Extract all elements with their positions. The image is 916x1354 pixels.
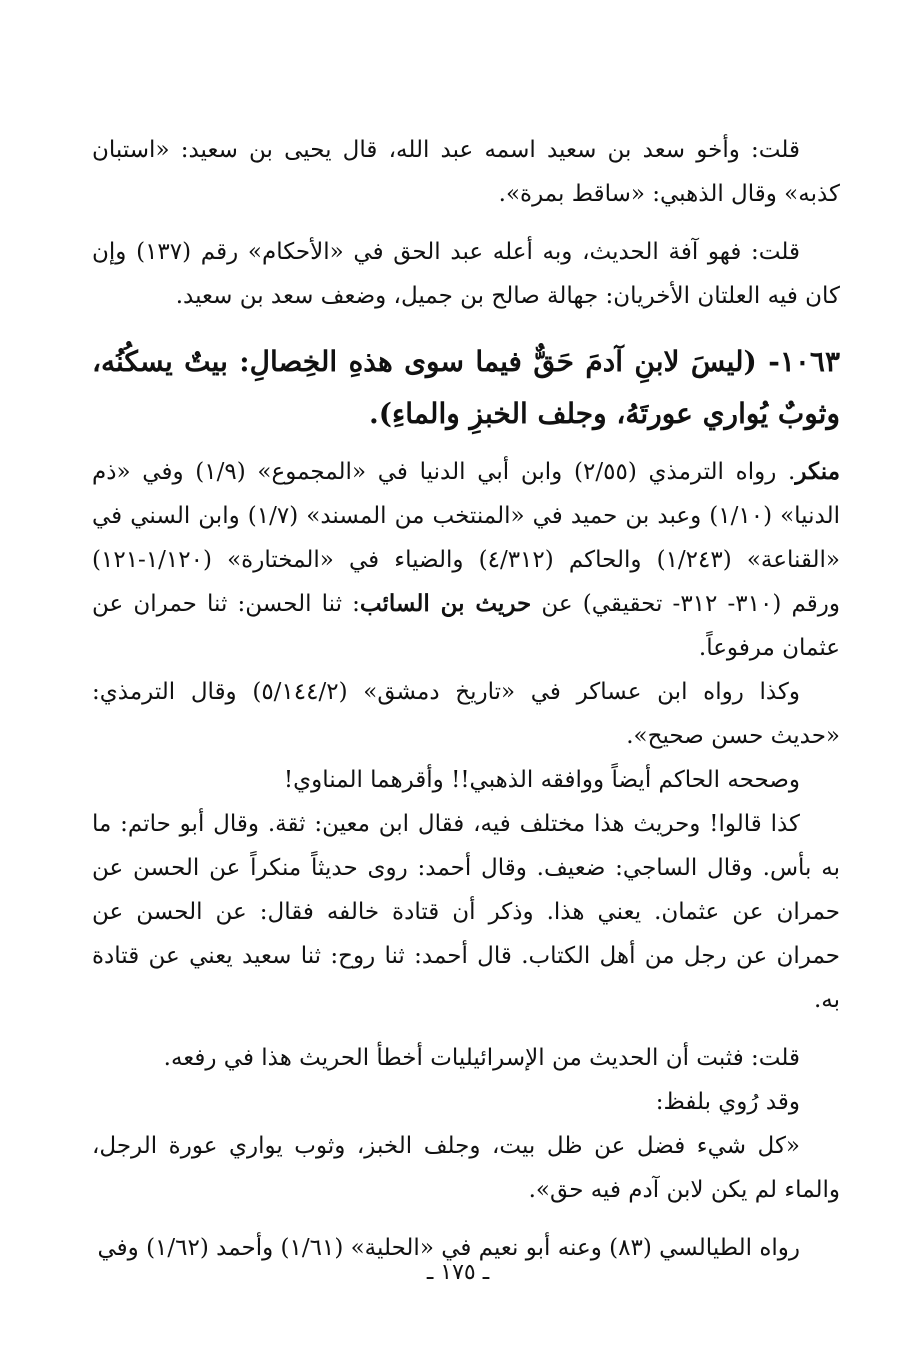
paragraph-5: وصححه الحاكم أيضاً ووافقه الذهبي!! وأقرهما المناوي!	[283, 767, 800, 793]
grading-label: منكر	[795, 458, 841, 485]
paragraph-3-body: . رواه الترمذي (٢/٥٥) وابن أبي الدنيا في «المجموع» (١/٩) وفي «ذم الدنيا» (١/١٠) وعبد بن حميد في «المنتخب من المسند» (١/٧) وابن السني في «القناعة» (١/٢٤٣) والحاكم (٤/٣١٢) والضياء في «المختارة» (١/١٢٠-١٢١) ورقم (٣١٠- ٣١٢- تحقيقي) عن	[92, 459, 841, 617]
paragraph-8: وقد رُوي بلفظ:	[655, 1089, 800, 1115]
paragraph-3	[92, 450, 840, 670]
hadith-heading: ١٠٦٣- (ليسَ لابنِ آدمَ حَقٌّ فيما سوى هذهِ الخِصالِ: بيتٌ يسكُنُه، وثوبٌ يُواري عورتَهُ، وجلف الخبزِ والماءِ).	[92, 345, 840, 430]
paragraph-10: رواه الطيالسي (٨٣) وعنه أبو نعيم في «الحلية» (١/٦١) وأحمد (١/٦٢) وفي	[97, 1235, 800, 1261]
narrator-name: حريث بن السائب	[359, 590, 532, 617]
paragraph-7: قلت: فثبت أن الحديث من الإسرائيليات أخطأ الحريث هذا في رفعه.	[163, 1045, 800, 1071]
paragraph-9-quote: «كل شيء فضل عن ظل بيت، وجلف الخبز، وثوب يواري عورة الرجل، والماء لم يكن لابن آدم فيه حق».	[92, 1133, 840, 1203]
paragraph-3-tail: : ثنا الحسن: ثنا حمران عن عثمان مرفوعاً.	[92, 591, 840, 661]
paragraph-4: وكذا رواه ابن عساكر في «تاريخ دمشق» (٥/١٤٤/٢) وقال الترمذي: «حديث حسن صحيح».	[92, 679, 840, 749]
paragraph-1: قلت: وأخو سعد بن سعيد اسمه عبد الله، قال يحيى بن سعيد: «استبان كذبه» وقال الذهبي: «ساقط بمرة».	[92, 137, 840, 207]
paragraph-6: كذا قالوا! وحريث هذا مختلف فيه، فقال ابن معين: ثقة. وقال أبو حاتم: ما به بأس. وقال الساجي: ضعيف. وقال أحمد: روى حديثاً منكراً عن الحسن عن حمران عن عثمان. يعني هذا. وذكر أن قتادة خالفه فقال: عن الحسن عن حمران عن رجل من أهل الكتاب. قال أحمد: ثنا روح: ثنا سعيد يعني عن قتادة به.	[92, 811, 840, 1013]
paragraph-2: قلت: فهو آفة الحديث، وبه أعله عبد الحق في «الأحكام» رقم (١٣٧) وإن كان فيه العلتان الأخريان: جهالة صالح بن جميل، وضعف سعد بن سعيد.	[92, 239, 840, 309]
page-number: ـ ١٧٥ ـ	[426, 1260, 490, 1285]
